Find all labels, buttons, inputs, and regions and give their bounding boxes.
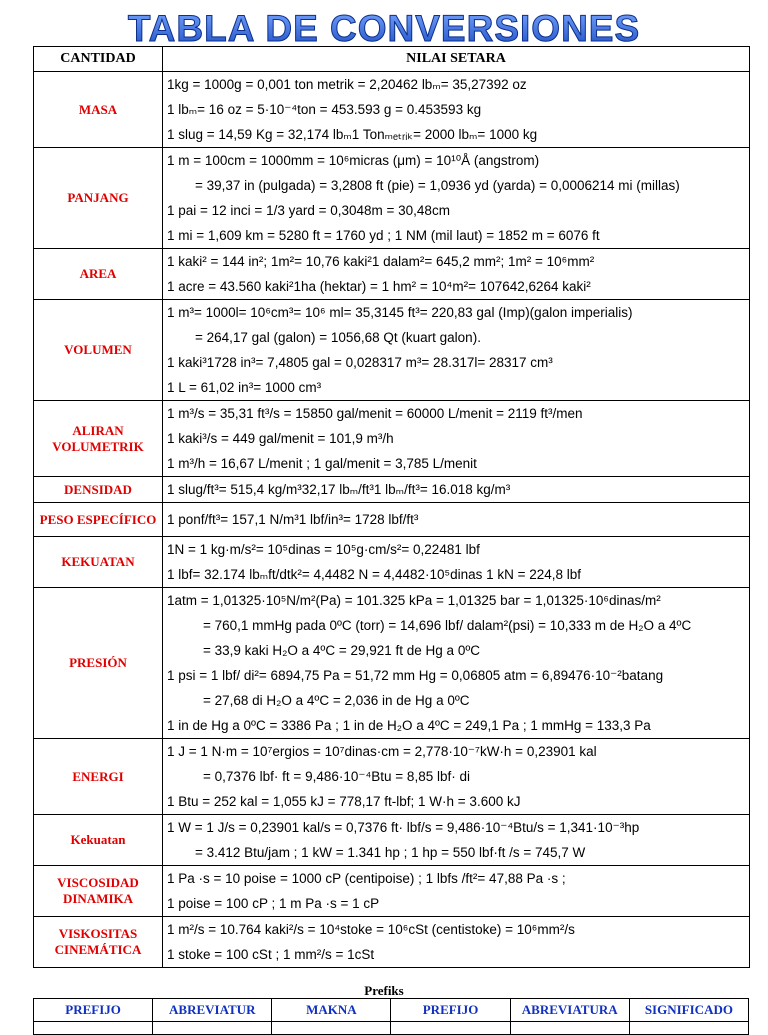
table-row [34, 739, 750, 815]
value-line: 1 in de Hg a 0ºC = 3386 Pa ; 1 in de H₂O a 4ºC = 249,1 Pa ; 1 mmHg = 133,3 Pa [167, 718, 651, 733]
value-line: 1 J = 1 N·m = 10⁷ergios = 10⁷dinas·cm = 2,778·10⁻⁷kW·h = 0,23901 kal [167, 744, 597, 759]
prefix-cell [629, 1022, 748, 1035]
table-row [34, 300, 750, 401]
value-line: 1 poise = 100 cP ; 1 m Pa ·s = 1 cP [167, 896, 380, 911]
quantity-name: Kekuatan [34, 815, 163, 866]
value-line: = 760,1 mmHg pada 0ºC (torr) = 14,696 lbf/ dalam²(psi) = 10,333 m de H₂O a 4ºC [203, 618, 692, 633]
value-cell [163, 300, 750, 401]
prefix-header: ABREVIATURA [510, 999, 629, 1022]
page-title [0, 4, 768, 48]
value-line: 1 W = 1 J/s = 0,23901 kal/s = 0,7376 ft· lbf/s = 9,486·10⁻⁴Btu/s = 1,341·10⁻³hp [167, 820, 640, 835]
value-cell [163, 503, 750, 537]
quantity-name: VOLUMEN [34, 300, 163, 401]
table-row [34, 503, 750, 537]
value-line: 1 L = 61,02 in³= 1000 cm³ [167, 380, 322, 395]
value-cell [163, 917, 750, 968]
prefix-cell [153, 1022, 272, 1035]
value-line: 1 m³= 1000l= 10⁶cm³= 10⁶ ml= 35,3145 ft³= 220,83 gal (Imp)(galon imperialis) [167, 305, 633, 320]
prefix-row [34, 1022, 749, 1035]
value-cell [163, 588, 750, 739]
page-title-text: TABLA DE CONVERSIONES [127, 8, 641, 48]
prefix-caption: Prefiks [364, 983, 404, 998]
value-line: = 39,37 in (pulgada) = 3,2808 ft (pie) = 1,0936 yd (yarda) = 0,0006214 mi (millas) [195, 178, 680, 193]
value-line: = 0,7376 lbf· ft = 9,486·10⁻⁴Btu = 8,85 lbf· di [203, 769, 470, 784]
quantity-name: KEKUATAN [34, 537, 163, 588]
page-title-graphic [0, 4, 768, 48]
value-line: 1atm = 1,01325·10⁵N/m²(Pa) = 101.325 kPa = 1,01325 bar = 1,01325·10⁶dinas/m² [167, 593, 661, 608]
value-cell [163, 249, 750, 300]
header-row [34, 47, 750, 72]
value-line: = 33,9 kaki H₂O a 4ºC = 29,921 ft de Hg a 0ºC [203, 643, 481, 658]
value-cell [163, 72, 750, 148]
prefix-header-row [34, 999, 749, 1022]
table-row [34, 72, 750, 148]
quantity-name: MASA [34, 72, 163, 148]
prefix-table [33, 998, 749, 1035]
quantity-name: ALIRAN VOLUMETRIK [34, 401, 163, 477]
value-line: 1 psi = 1 lbf/ di²= 6894,75 Pa = 51,72 mm Hg = 0,06805 atm = 6,89476·10⁻²batang [167, 668, 664, 683]
value-line: 1 Btu = 252 kal = 1,055 kJ = 778,17 ft-lbf; 1 W·h = 3.600 kJ [167, 794, 521, 809]
table-row [34, 401, 750, 477]
value-line: 1 acre = 43.560 kaki²1ha (hektar) = 1 hm² = 10⁴m²= 107642,6264 kaki² [167, 279, 591, 294]
value-line: 1 mi = 1,609 km = 5280 ft = 1760 yd ; 1 NM (mil laut) = 1852 m = 6076 ft [167, 228, 600, 243]
value-line: 1 slug/ft³= 515,4 kg/m³32,17 lbₘ/ft³1 lbₘ/ft³= 16.018 kg/m³ [167, 482, 511, 497]
value-cell [163, 148, 750, 249]
prefix-header: MAKNA [272, 999, 391, 1022]
value-cell [163, 815, 750, 866]
value-line: 1 slug = 14,59 Kg = 32,174 lbₘ1 Tonₘₑₜᵣᵢₖ= 2000 lbₘ= 1000 kg [167, 127, 538, 142]
value-cell [163, 401, 750, 477]
header-value: NILAI SETARA [163, 47, 750, 72]
quantity-name: PANJANG [34, 148, 163, 249]
table-row [34, 917, 750, 968]
value-line: 1 kaki³/s = 449 gal/menit = 101,9 m³/h [167, 431, 394, 446]
quantity-name: VISCOSIDAD DINAMIKA [34, 866, 163, 917]
quantity-name: VISKOSITAS CINEMÁTICA [34, 917, 163, 968]
conversion-table [33, 46, 750, 968]
value-line: 1N = 1 kg·m/s²= 10⁵dinas = 10⁵g·cm/s²= 0,22481 lbf [167, 542, 480, 557]
value-line: 1 kaki³1728 in³= 7,4805 gal = 0,028317 m³= 28.317l= 28317 cm³ [167, 355, 553, 370]
value-cell [163, 739, 750, 815]
prefix-header: PREFIJO [391, 999, 510, 1022]
table-row [34, 249, 750, 300]
value-line: 1kg = 1000g = 0,001 ton metrik = 2,20462 lbₘ= 35,27392 oz [167, 77, 527, 92]
value-line: 1 lbf= 32.174 lbₘft/dtk²= 4,4482 N = 4,4482·10⁵dinas 1 kN = 224,8 lbf [167, 567, 582, 582]
prefix-cell [391, 1022, 510, 1035]
value-line: = 264,17 gal (galon) = 1056,68 Qt (kuart galon). [195, 330, 481, 345]
value-line: 1 stoke = 100 cSt ; 1 mm²/s = 1cSt [167, 947, 375, 962]
table-row [34, 477, 750, 503]
prefix-cell [34, 1022, 153, 1035]
prefix-cell [510, 1022, 629, 1035]
value-line: = 27,68 di H₂O a 4ºC = 2,036 in de Hg a 0ºC [203, 693, 470, 708]
prefix-header: SIGNIFICADO [629, 999, 748, 1022]
value-line: 1 lbₘ= 16 oz = 5·10⁻⁴ton = 453.593 g = 0.453593 kg [167, 102, 482, 117]
value-line: 1 pai = 12 inci = 1/3 yard = 0,3048m = 30,48cm [167, 203, 450, 218]
value-line: 1 kaki² = 144 in²; 1m²= 10,76 kaki²1 dalam²= 645,2 mm²; 1m² = 10⁶mm² [167, 254, 595, 269]
table-row [34, 815, 750, 866]
value-line: 1 ponf/ft³= 157,1 N/m³1 lbf/in³= 1728 lbf/ft³ [167, 512, 419, 527]
value-line: 1 Pa ·s = 10 poise = 1000 cP (centipoise) ; 1 lbfs /ft²= 47,88 Pa ·s ; [167, 871, 566, 886]
value-line: = 3.412 Btu/jam ; 1 kW = 1.341 hp ; 1 hp = 550 lbf·ft /s = 745,7 W [195, 845, 586, 860]
value-cell [163, 866, 750, 917]
table-row [34, 866, 750, 917]
value-line: 1 m³/h = 16,67 L/menit ; 1 gal/menit = 3,785 L/menit [167, 456, 477, 471]
quantity-name: PESO ESPECÍFICO [34, 503, 163, 537]
value-line: 1 m²/s = 10.764 kaki²/s = 10⁴stoke = 10⁶cSt (centistoke) = 10⁶mm²/s [167, 922, 575, 937]
table-row [34, 148, 750, 249]
prefix-cell [272, 1022, 391, 1035]
table-row [34, 588, 750, 739]
header-quantity: CANTIDAD [34, 47, 163, 72]
value-line: 1 m³/s = 35,31 ft³/s = 15850 gal/menit = 60000 L/menit = 2119 ft³/men [167, 406, 583, 421]
value-cell [163, 477, 750, 503]
prefix-header: ABREVIATUR [153, 999, 272, 1022]
value-line: 1 m = 100cm = 1000mm = 10⁶micras (μm) = 10¹⁰Å (angstrom) [167, 153, 540, 168]
quantity-name: ENERGI [34, 739, 163, 815]
value-cell [163, 537, 750, 588]
quantity-name: PRESIÓN [34, 588, 163, 739]
table-row [34, 537, 750, 588]
prefix-header: PREFIJO [34, 999, 153, 1022]
quantity-name: DENSIDAD [34, 477, 163, 503]
quantity-name: AREA [34, 249, 163, 300]
